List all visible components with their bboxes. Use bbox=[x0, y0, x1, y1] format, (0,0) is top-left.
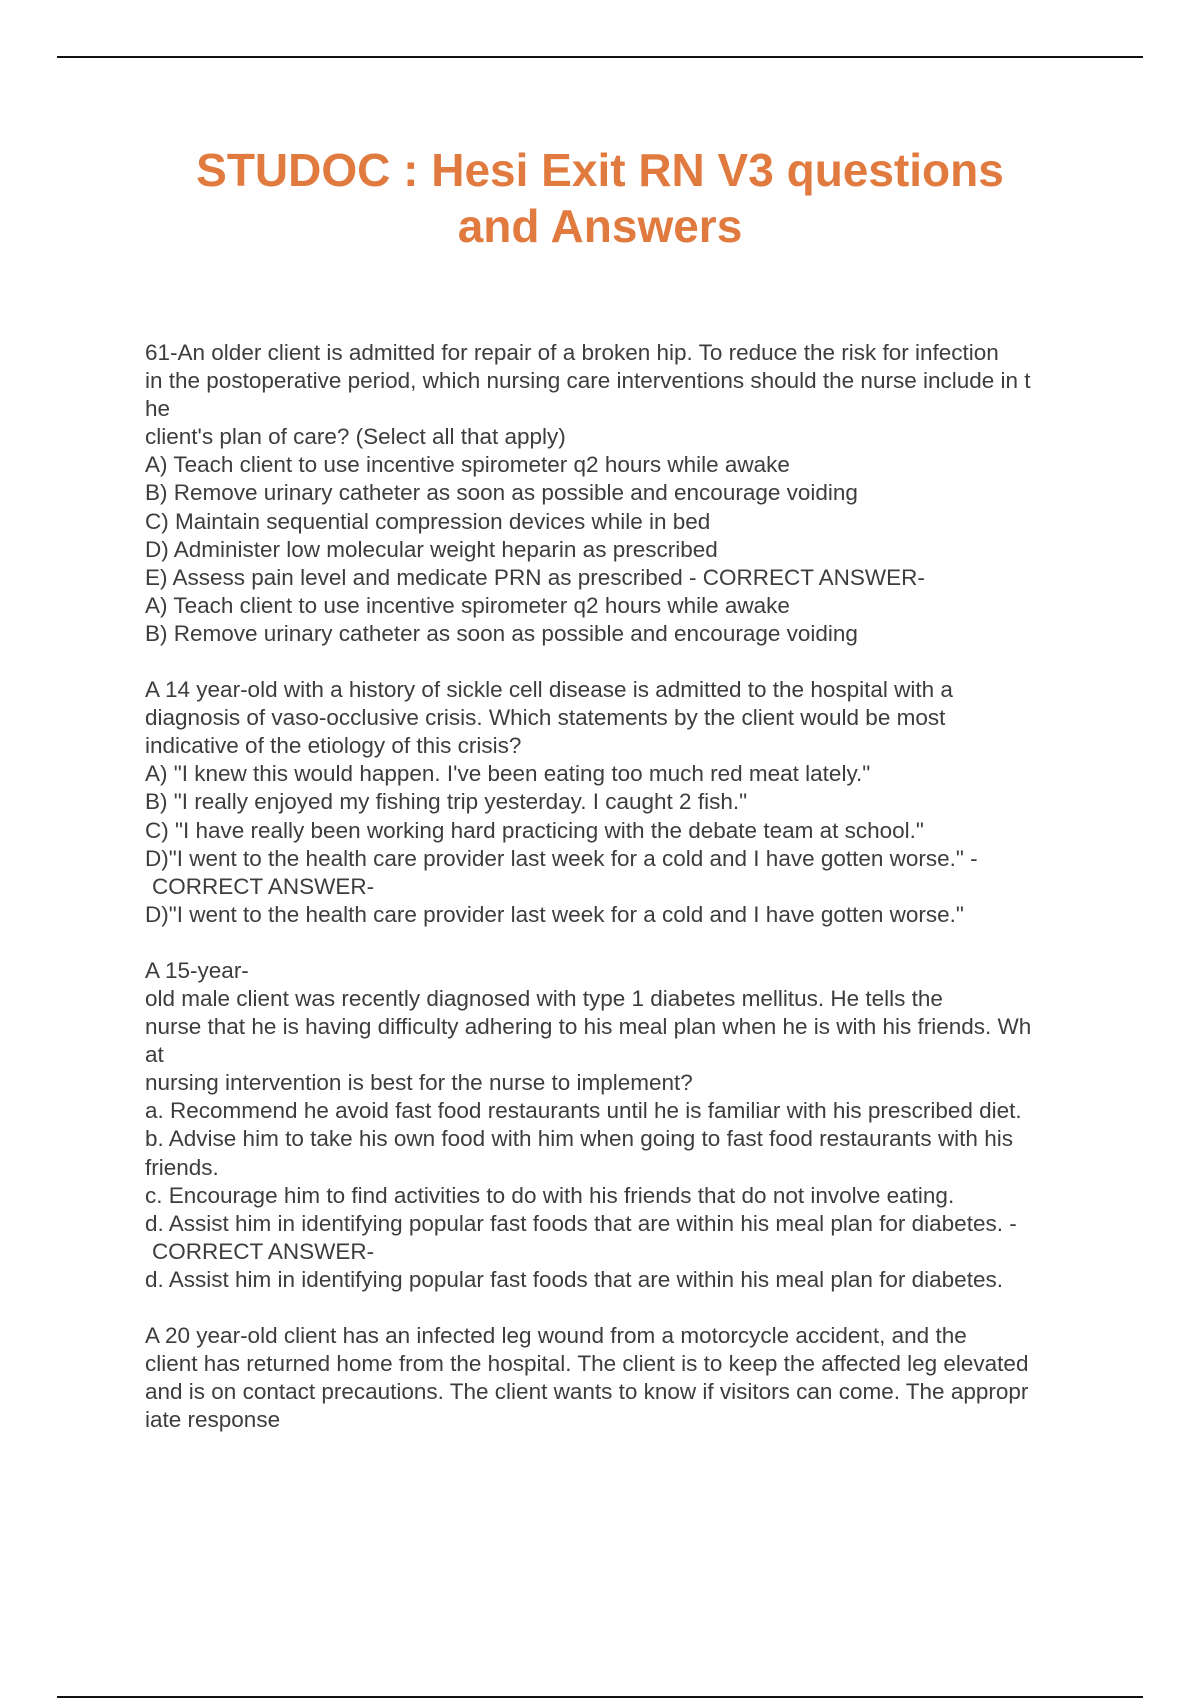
text-line: A 20 year-old client has an infected leg wound from a motorcycle accident, and the bbox=[145, 1323, 967, 1348]
title-line-2: and Answers bbox=[457, 200, 743, 252]
answer-option: C) "I have really been working hard practicing with the debate team at school." bbox=[145, 817, 924, 843]
text-line: indicative of the etiology of this crisis? bbox=[145, 733, 522, 759]
correct-answer-label: CORRECT ANSWER- bbox=[152, 873, 375, 899]
text-line: A 15-year- bbox=[145, 957, 249, 983]
correct-answer: B) Remove urinary catheter as soon as possible and encourage voiding bbox=[145, 620, 858, 646]
answer-option: D) Administer low molecular weight heparin as prescribed bbox=[145, 536, 718, 562]
question-block-4 bbox=[145, 1322, 1105, 1434]
text-line: and is on contact precautions. The client wants to know if visitors can come. The appropr bbox=[145, 1379, 1029, 1405]
answer-option: b. Advise him to take his own food with him when going to fast food restaurants with his bbox=[145, 1126, 1013, 1152]
answer-option: D)"I went to the health care provider last week for a cold and I have gotten worse." - bbox=[145, 845, 978, 871]
question-block-1 bbox=[145, 339, 1105, 648]
answer-option: a. Recommend he avoid fast food restaurants until he is familiar with his prescribed diet. bbox=[145, 1098, 1022, 1124]
text-line: A 14 year-old with a history of sickle cell disease is admitted to the hospital with a bbox=[145, 677, 953, 703]
text-line: at bbox=[145, 1042, 164, 1068]
correct-answer: D)"I went to the health care provider last week for a cold and I have gotten worse." bbox=[145, 901, 964, 927]
text-line: nurse that he is having difficulty adhering to his meal plan when he is with his friends. Wh bbox=[145, 1014, 1032, 1040]
text-line: diagnosis of vaso-occlusive crisis. Which statements by the client would be most bbox=[145, 705, 946, 731]
answer-option: friends. bbox=[145, 1154, 219, 1180]
correct-answer: A) Teach client to use incentive spirometer q2 hours while awake bbox=[145, 592, 790, 618]
answer-option: B) Remove urinary catheter as soon as possible and encourage voiding bbox=[145, 480, 858, 506]
text-line: nursing intervention is best for the nurse to implement? bbox=[145, 1070, 693, 1096]
text-line: 61-An older client is admitted for repair of a broken hip. To reduce the risk for infection bbox=[145, 340, 999, 365]
bottom-divider bbox=[57, 1696, 1143, 1698]
answer-option: d. Assist him in identifying popular fast foods that are within his meal plan for diabetes. - bbox=[145, 1210, 1017, 1236]
question-block-3 bbox=[145, 957, 1105, 1294]
correct-answer-label: CORRECT ANSWER- bbox=[152, 1238, 375, 1264]
answer-option: E) Assess pain level and medicate PRN as prescribed - CORRECT ANSWER- bbox=[145, 564, 925, 590]
title-line-1: STUDOC : Hesi Exit RN V3 questions bbox=[196, 144, 1004, 196]
text-line: old male client was recently diagnosed with type 1 diabetes mellitus. He tells the bbox=[145, 985, 943, 1011]
text-line: client's plan of care? (Select all that apply) bbox=[145, 424, 566, 450]
document-body bbox=[145, 339, 1105, 1434]
document-title bbox=[0, 142, 1200, 254]
answer-option: A) "I knew this would happen. I've been eating too much red meat lately." bbox=[145, 761, 871, 787]
top-divider bbox=[57, 56, 1143, 58]
correct-answer: d. Assist him in identifying popular fast foods that are within his meal plan for diabetes. bbox=[145, 1266, 1003, 1292]
answer-option: C) Maintain sequential compression devices while in bed bbox=[145, 508, 711, 534]
question-block-2 bbox=[145, 676, 1105, 929]
text-line: in the postoperative period, which nursing care interventions should the nurse include in t bbox=[145, 368, 1031, 394]
answer-option: B) "I really enjoyed my fishing trip yesterday. I caught 2 fish." bbox=[145, 789, 748, 815]
answer-option: A) Teach client to use incentive spirometer q2 hours while awake bbox=[145, 452, 790, 478]
text-line: he bbox=[145, 396, 171, 422]
text-line: iate response bbox=[145, 1407, 281, 1433]
text-line: client has returned home from the hospital. The client is to keep the affected leg elevated bbox=[145, 1351, 1029, 1377]
answer-option: c. Encourage him to find activities to do with his friends that do not involve eating. bbox=[145, 1182, 955, 1208]
